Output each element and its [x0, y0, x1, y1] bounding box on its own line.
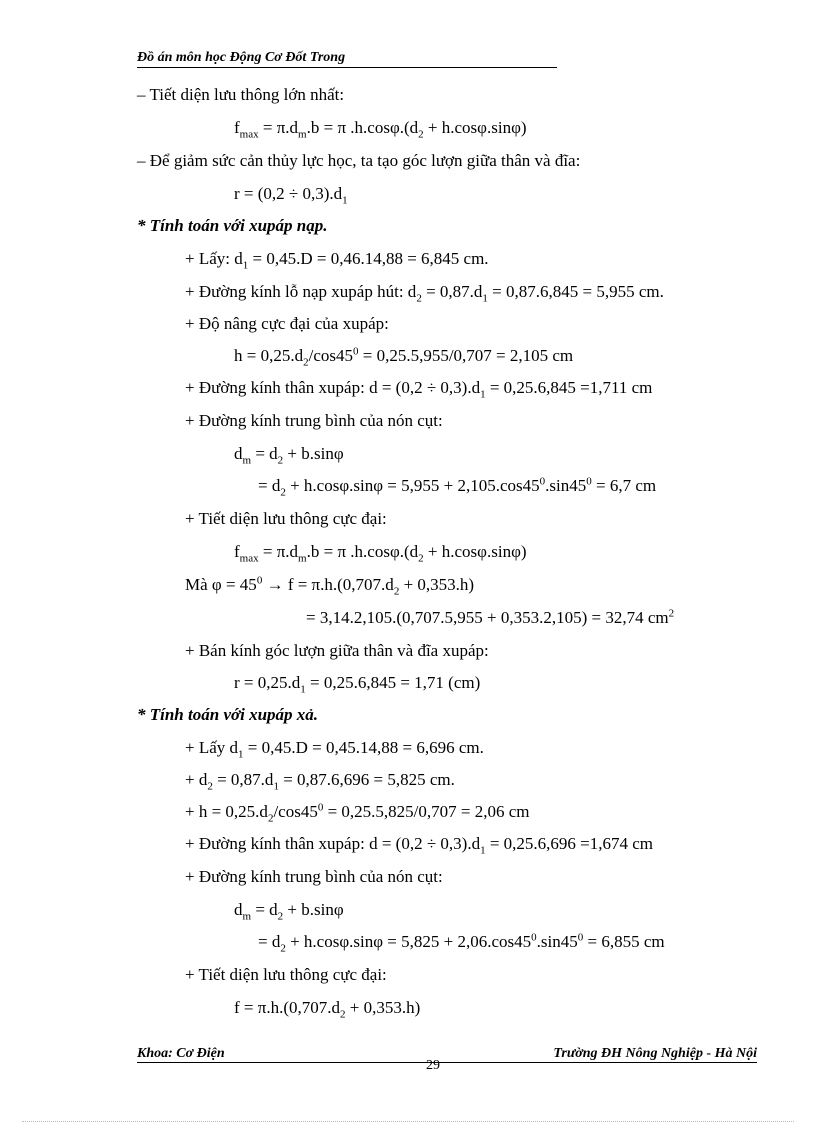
page-edge-divider: [22, 1121, 794, 1122]
text-line: + Độ nâng cực đại của xupáp:: [185, 314, 389, 333]
text-line: $d_m = d_2 + b.\sin\varphi$: [234, 900, 344, 923]
text-line: Mà $\varphi = 45^0 \to f = \pi.h.(0,707.d_2 + 0,353.h)$: [185, 574, 475, 598]
section-heading: * Tính toán với xupáp xả.: [137, 705, 319, 724]
page-number: 29: [426, 1058, 440, 1073]
text-line: + $h = 0,25.d_2/\cos 45^0 = 0,25.5,825/0,707 = 2,06$ cm: [185, 801, 530, 825]
text-line: $f_{max} = \pi.d_m.b = \pi$ $.h.\cos\varphi.(d_2 + h.\cos\varphi.\sin\varphi)$: [234, 542, 527, 565]
text-line: + $d_2 = 0,87.d_1 = 0,87.6,696 = 5,825$ cm.: [185, 770, 455, 793]
text-line: + Đường kính thân xupáp: $d = (0,2 \div 0,3).d_1 = 0,25.6,845 =1,711$ cm: [185, 378, 653, 401]
text-line: $r = 0,25.d_1 = 0,25.6,845 = 1,71$ (cm): [234, 673, 481, 696]
text-line: $f_{max} = \pi.d_m.b = \pi$ $.h.\cos\varphi.(d_2 + h.\cos\varphi.\sin\varphi)$: [234, 118, 527, 141]
text-line: – Tiết diện lưu thông lớn nhất:: [137, 85, 345, 104]
text-line: + Lấy $d_1 = 0,45.D = 0,45.14,88 = 6,696$ cm.: [185, 738, 484, 761]
text-line: = 3,14.2,105.(0,707.5,955 + 0,353.2,105) = 32,74 $cm^2$: [306, 607, 675, 627]
text-line: + Đường kính thân xupáp: $d = (0,2 \div 0,3).d_1 = 0,25.6,696 =1,674$ cm: [185, 834, 654, 857]
text-line: + Đường kính trung bình của nón cụt:: [185, 867, 443, 886]
text-line: + Lấy: $d_1 = 0,45.D = 0,46.14,88 = 6,845$ cm.: [185, 249, 489, 272]
text-line: $f = \pi.h.(0,707.d_2 + 0,353.h)$: [234, 998, 421, 1021]
text-line: + Tiết diện lưu thông cực đại:: [185, 965, 387, 984]
text-line: = $d_2 + h.\cos\varphi.\sin\varphi = 5,955 + 2,105.\cos 45^0.\sin 45^0 = 6,7$ cm: [258, 475, 657, 499]
section-heading: * Tính toán với xupáp nạp.: [137, 216, 328, 235]
footer-faculty: Khoa: Cơ Điện: [137, 1046, 225, 1061]
text-line: + Bán kính góc lượn giữa thân và đĩa xupáp:: [185, 641, 489, 660]
footer-university: Trường ĐH Nông Nghiệp - Hà Nội: [553, 1046, 757, 1061]
text-line: + Đường kính trung bình của nón cụt:: [185, 411, 443, 430]
text-line: + Đường kính lỗ nạp xupáp hút: $d_2 = 0,87.d_1 = 0,87.6,845 = 5,955$ cm.: [185, 282, 664, 305]
text-line: $r = (0,2 \div 0,3).d_1$: [234, 184, 348, 207]
text-line: $d_m = d_2 + b.\sin\varphi$: [234, 444, 344, 467]
page-header: Đồ án môn học Động Cơ Đốt Trong: [137, 50, 557, 68]
text-line: $h = 0,25.d_2/\cos 45^0 = 0,25.5,955/0,707 = 2,105$ cm: [234, 345, 574, 369]
text-line: + Tiết diện lưu thông cực đại:: [185, 509, 387, 528]
text-line: = $d_2 + h.\cos\varphi.\sin\varphi = 5,825 + 2,06.\cos 45^0.\sin 45^0 = 6,855$ cm: [258, 931, 665, 955]
text-line: – Để giảm sức cản thủy lực học, ta tạo góc lượn giữa thân và đĩa:: [137, 151, 581, 170]
page-footer: [137, 1046, 757, 1063]
